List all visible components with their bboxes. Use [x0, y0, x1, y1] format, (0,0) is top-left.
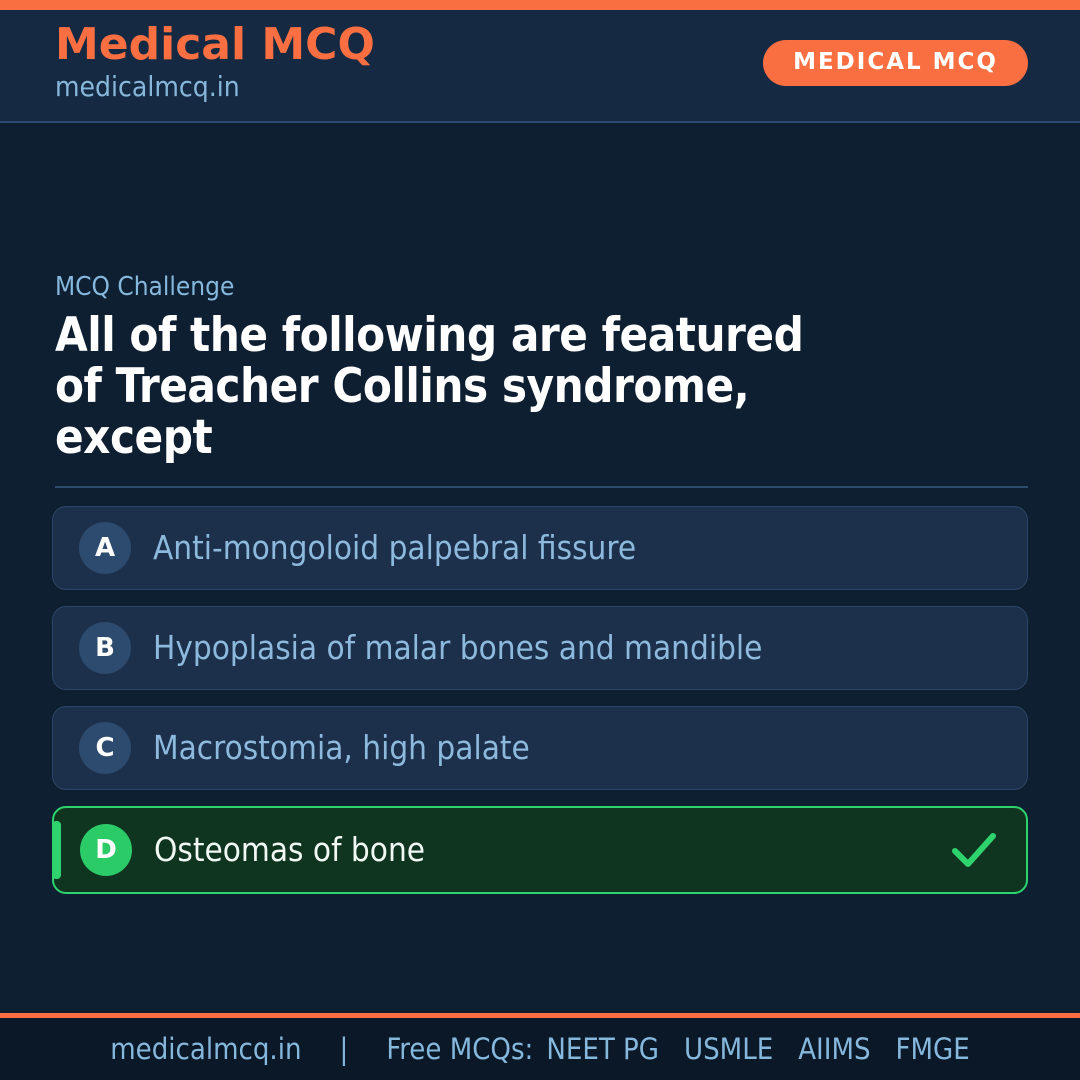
question-section: [55, 125, 1028, 894]
option-c-label: Macrostomia, high palate: [153, 728, 530, 768]
question-text: [55, 310, 1028, 464]
top-accent-strip: [0, 0, 1080, 10]
option-d-label: Osteomas of bone: [154, 830, 426, 870]
footer-exam: AIIMS: [798, 1032, 871, 1066]
option-a[interactable]: [52, 506, 1028, 590]
option-c-letter-badge: C: [79, 722, 131, 774]
brand-block: [55, 18, 375, 104]
option-b-label: Hypoplasia of malar bones and mandible: [153, 628, 763, 668]
footer-site: medicalmcq.in: [110, 1032, 302, 1066]
brand-title: Medical MCQ: [55, 18, 375, 70]
header: [0, 10, 1080, 123]
correct-accent-bar: [52, 821, 61, 879]
eyebrow-label: MCQ Challenge: [55, 272, 235, 302]
divider: [55, 486, 1028, 488]
footer-row: [110, 1032, 970, 1066]
brand-badge: MEDICAL MCQ: [763, 40, 1028, 86]
check-icon: [952, 832, 996, 868]
question-line: except: [55, 410, 213, 466]
footer-label: Free MCQs:: [386, 1032, 534, 1066]
option-d-correct-answer[interactable]: [52, 806, 1028, 894]
option-a-letter-badge: A: [79, 522, 131, 574]
brand-subtitle: medicalmcq.in: [55, 70, 240, 104]
footer: [0, 1013, 1080, 1080]
footer-exam: USMLE: [684, 1032, 774, 1066]
option-b-letter-badge: B: [79, 622, 131, 674]
footer-separator: |: [339, 1032, 349, 1066]
option-a-label: Anti-mongoloid palpebral fissure: [153, 528, 637, 568]
option-d-letter-badge: D: [80, 824, 132, 876]
options-list: [52, 506, 1028, 894]
question-line: All of the following are featured: [55, 308, 804, 363]
option-c[interactable]: [52, 706, 1028, 790]
footer-exam: FMGE: [895, 1032, 970, 1066]
option-b[interactable]: [52, 606, 1028, 690]
footer-exam: NEET PG: [546, 1032, 660, 1066]
question-line: of Treacher Collins syndrome,: [55, 359, 750, 415]
